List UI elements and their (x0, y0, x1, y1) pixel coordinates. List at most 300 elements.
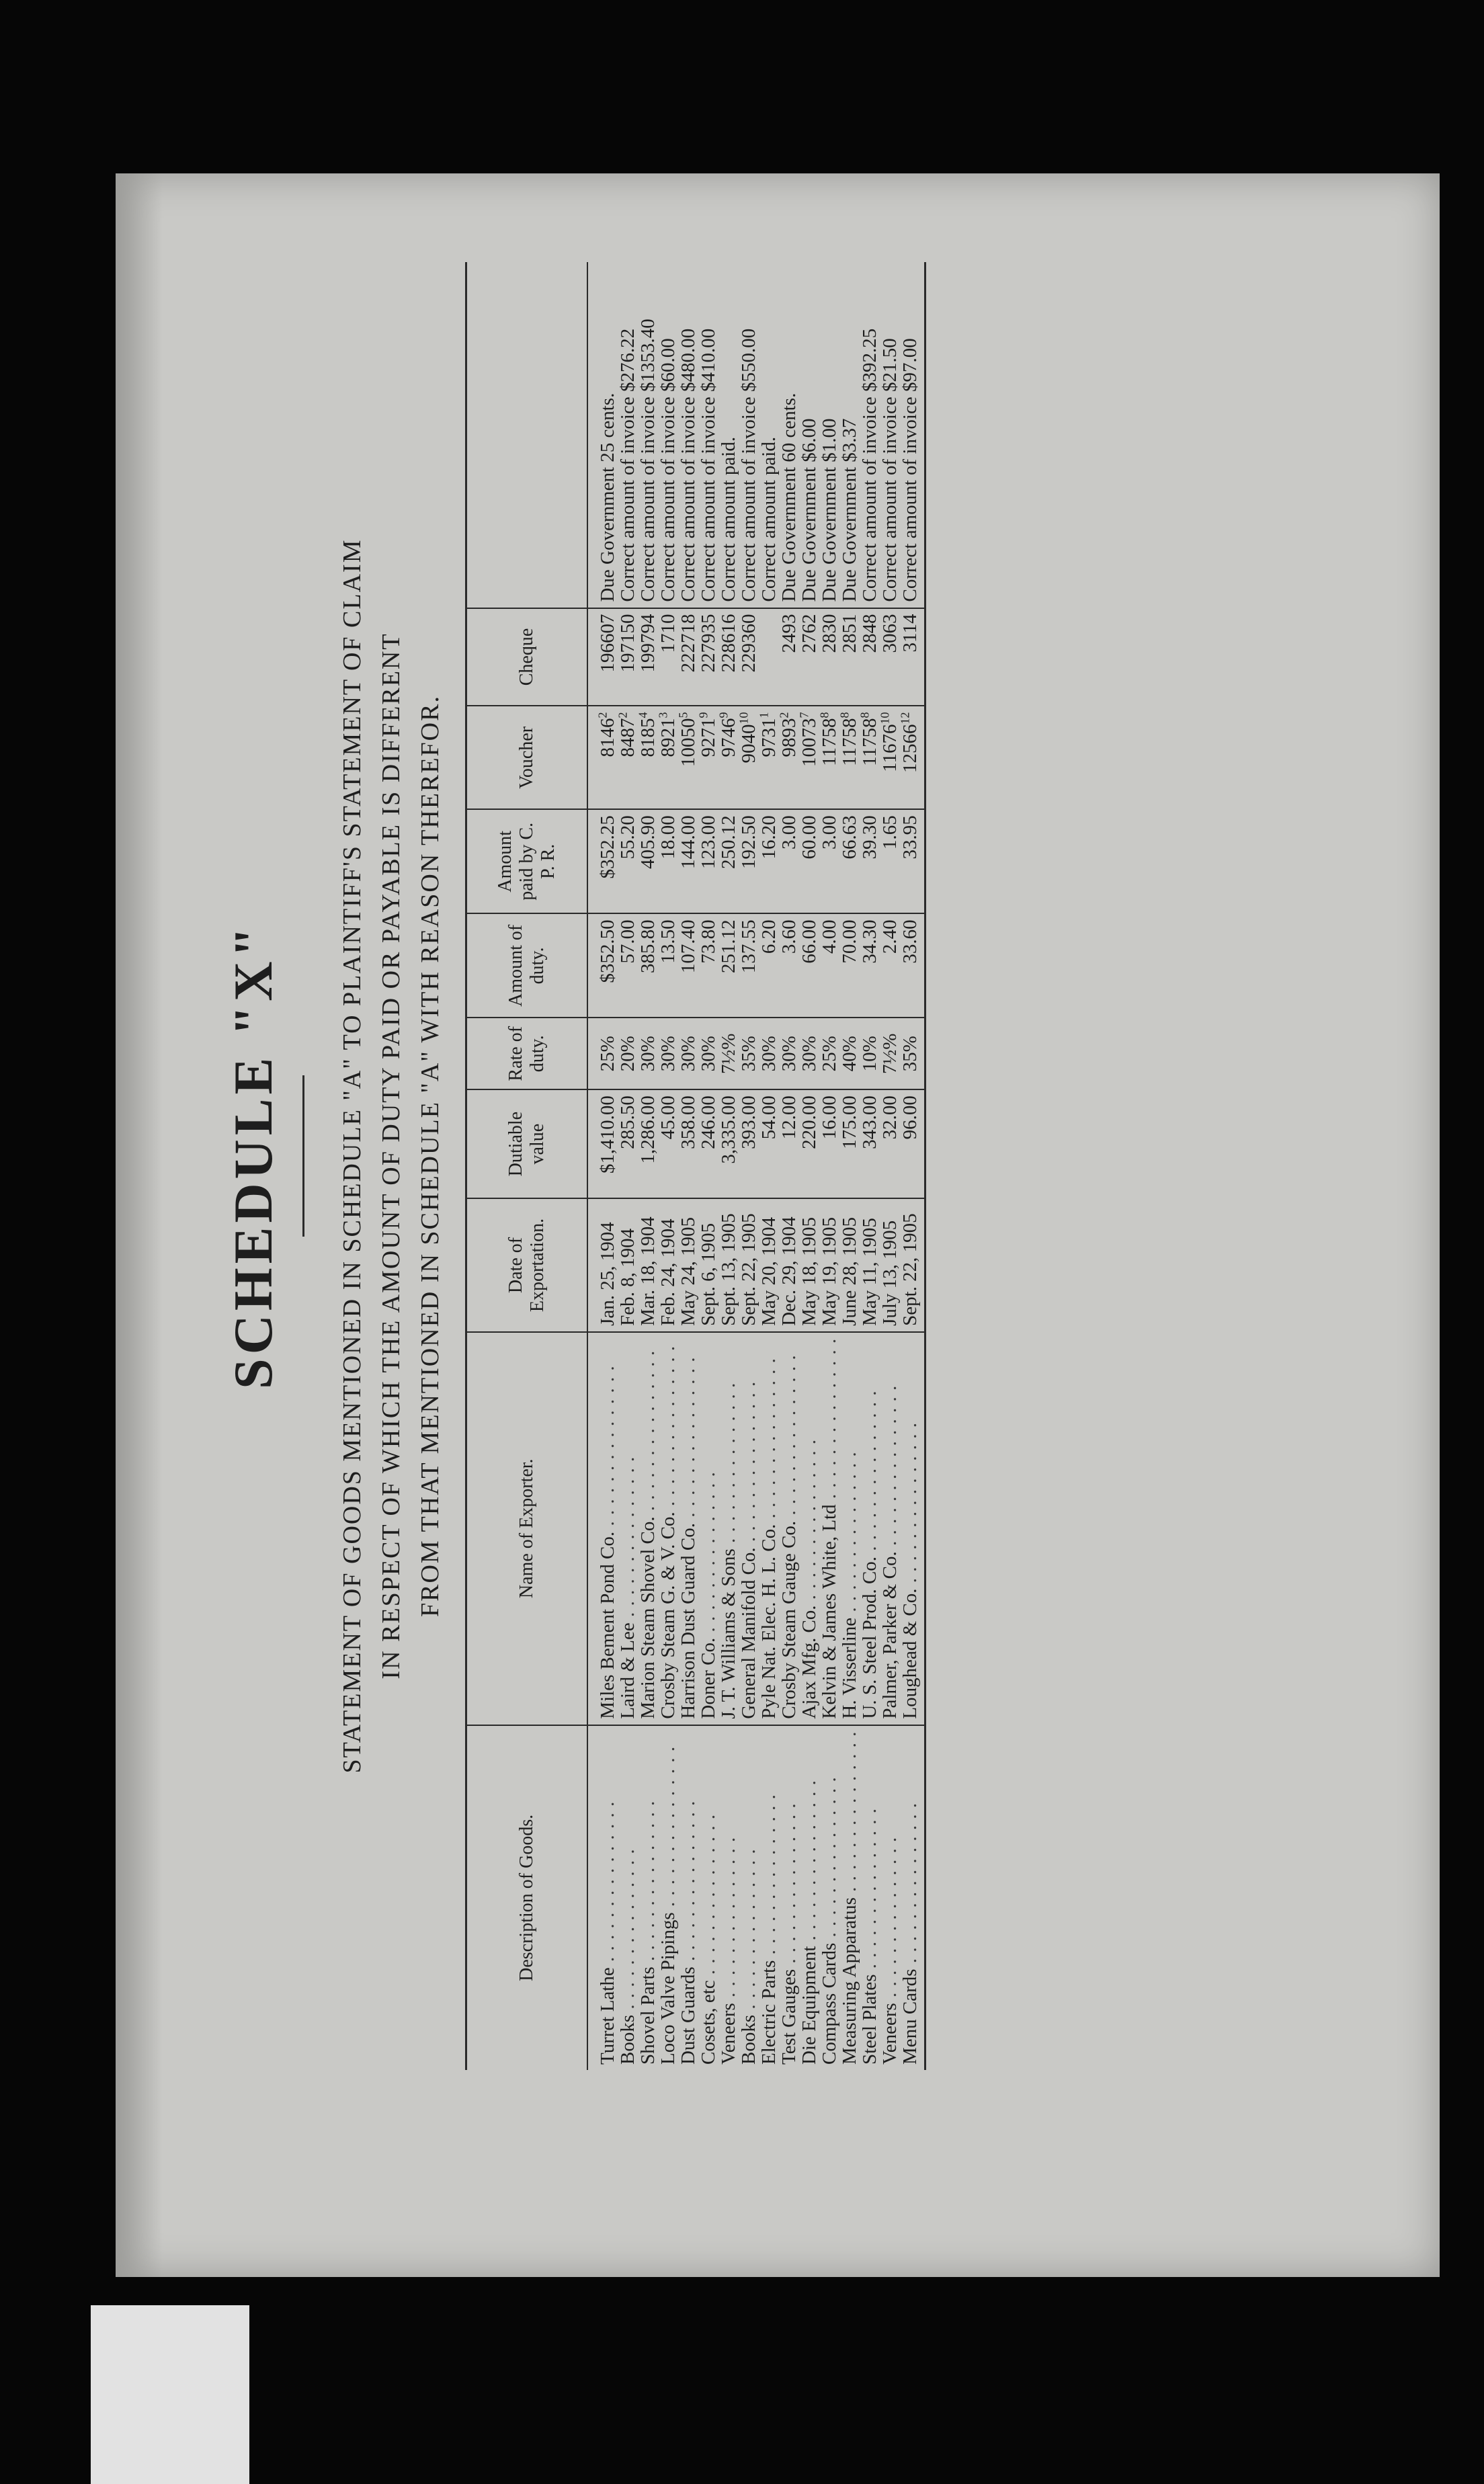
voucher-cell (587, 706, 618, 809)
description-cell (819, 1725, 839, 2070)
exporter-cell-text: Pyle Nat. Elec. H. L. Co. (758, 1524, 780, 1719)
dutiable-value-cell (678, 1089, 698, 1198)
rate-cell-text: 30% (677, 1036, 699, 1072)
cheque-cell (678, 608, 698, 706)
amount-paid-cell (658, 809, 678, 913)
date-cell-text: Jan. 25, 1904 (597, 1222, 618, 1326)
remark-cell (587, 262, 618, 608)
voucher-cell-text: 8487 (617, 718, 638, 757)
dutiable-value-cell (698, 1089, 718, 1198)
voucher-cell (819, 706, 839, 809)
dutiable-value-cell-text: 358.00 (677, 1095, 699, 1149)
description-cell (839, 1725, 860, 2070)
voucher-superscript: 9 (696, 712, 710, 718)
table-row (900, 262, 925, 2070)
voucher-cell-text: 10050 (677, 718, 699, 767)
heading-line: FROM THAT MENTIONED IN SCHEDULE "A" WITH REASON THEREFOR. (416, 695, 444, 1617)
goods-table (465, 262, 926, 2070)
remark-cell-text: Correct amount of invoice $480.00 (677, 328, 699, 602)
rate-cell (678, 1018, 698, 1089)
exporter-cell-text: Palmer, Parker & Co. (879, 1551, 901, 1719)
voucher-cell (839, 706, 860, 809)
cheque-cell-text: 2762 (798, 614, 820, 653)
voucher-superscript: 10 (878, 712, 892, 724)
table-row (759, 262, 779, 2070)
date-cell (587, 1198, 618, 1332)
remark-cell-text: Correct amount of invoice $410.00 (698, 328, 719, 602)
exporter-cell-text: H. Visserline (839, 1617, 860, 1719)
remark-cell (718, 262, 739, 608)
amount-paid-cell-text: 144.00 (677, 815, 699, 870)
rate-cell (698, 1018, 718, 1089)
voucher-superscript: 8 (837, 712, 852, 718)
remark-cell (819, 262, 839, 608)
duty-amount-cell (739, 913, 759, 1018)
date-cell-text: Sept. 6, 1905 (698, 1223, 719, 1326)
dutiable-value-cell (779, 1089, 799, 1198)
voucher-superscript: 8 (817, 712, 831, 718)
remark-cell (900, 262, 925, 608)
heading-line: STATEMENT OF GOODS MENTIONED IN SCHEDULE "A" TO PLAINTIFF'S STATEMENT OF CLAIM (338, 538, 366, 1774)
title-underline (302, 1075, 304, 1237)
dutiable-value-cell-text: 393.00 (738, 1095, 759, 1149)
duty-amount-cell (839, 913, 860, 1018)
duty-amount-cell (618, 913, 638, 1018)
amount-paid-cell (618, 809, 638, 913)
table-row (839, 262, 860, 2070)
dutiable-value-cell-text: 54.00 (758, 1095, 780, 1140)
voucher-superscript: 10 (737, 712, 751, 724)
exporter-cell (799, 1332, 819, 1725)
duty-amount-cell-text: 13.50 (657, 919, 679, 964)
voucher-cell (618, 706, 638, 809)
cheque-cell (819, 608, 839, 706)
voucher-superscript: 8 (858, 712, 872, 718)
duty-amount-cell (759, 913, 779, 1018)
rate-cell (819, 1018, 839, 1089)
cheque-cell (718, 608, 739, 706)
duty-amount-cell-text: 137.55 (738, 919, 759, 974)
schedule-rotated-content (195, 195, 1183, 2117)
table-row (860, 262, 880, 2070)
dutiable-value-cell-text: 16.00 (819, 1095, 840, 1140)
rate-cell-text: 30% (758, 1036, 780, 1072)
dutiable-value-cell-text: 220.00 (798, 1095, 820, 1149)
description-cell-text: Test Gauges (778, 1969, 800, 2065)
dutiable-value-cell (658, 1089, 678, 1198)
description-cell-text: Steel Plates (859, 1974, 880, 2065)
cheque-cell-text: 199794 (637, 614, 659, 673)
amount-paid-cell-text: 16.20 (758, 815, 780, 860)
amount-paid-cell-text: 3.00 (778, 815, 800, 850)
remark-cell (860, 262, 880, 608)
description-cell-text: Measuring Apparatus (839, 1897, 860, 2065)
dutiable-value-cell (880, 1089, 900, 1198)
remark-cell-text: Correct amount paid. (758, 436, 780, 602)
schedule-title: SCHEDULE "X" (222, 923, 284, 1389)
heading-line: IN RESPECT OF WHICH THE AMOUNT OF DUTY PAID OR PAYABLE IS DIFFERENT (377, 632, 405, 1680)
exporter-cell-text: General Manifold Co. (738, 1547, 759, 1719)
dutiable-value-cell-text: 343.00 (859, 1095, 880, 1149)
exporter-cell-text: Crosby Steam Gauge Co. (778, 1520, 800, 1719)
duty-amount-cell-text: 33.60 (899, 919, 921, 964)
amount-paid-cell (799, 809, 819, 913)
rate-cell (900, 1018, 925, 1089)
date-cell (839, 1198, 860, 1332)
rate-cell (587, 1018, 618, 1089)
dutiable-value-cell (638, 1089, 658, 1198)
exporter-cell (718, 1332, 739, 1725)
amount-paid-cell-text: 405.90 (637, 815, 659, 870)
exporter-cell (587, 1332, 618, 1725)
amount-paid-cell (638, 809, 658, 913)
amount-paid-cell-text: 39.30 (859, 815, 880, 860)
dutiable-value-cell-text: 285.50 (617, 1095, 638, 1149)
exporter-cell-text: Loughead & Co. (899, 1588, 921, 1719)
voucher-superscript: 2 (777, 712, 791, 718)
remark-cell-text: Due Government 60 cents. (778, 392, 800, 602)
description-cell (779, 1725, 799, 2070)
date-cell-text: May 24, 1905 (677, 1216, 699, 1326)
table-row (638, 262, 658, 2070)
voucher-cell (860, 706, 880, 809)
exporter-cell (860, 1332, 880, 1725)
date-cell (860, 1198, 880, 1332)
cheque-cell-text: 227935 (698, 614, 719, 673)
voucher-cell-text: 11676 (879, 724, 901, 772)
description-cell (739, 1725, 759, 2070)
cheque-cell-text: 228616 (718, 614, 739, 673)
table-row (779, 262, 799, 2070)
rate-cell-text: 35% (899, 1036, 921, 1072)
statement-heading (333, 195, 450, 2117)
date-cell (658, 1198, 678, 1332)
duty-amount-cell-text: 251.12 (718, 919, 739, 974)
rate-cell (739, 1018, 759, 1089)
amount-paid-cell-text: 33.95 (899, 815, 921, 860)
voucher-cell (759, 706, 779, 809)
date-cell (799, 1198, 819, 1332)
rate-cell-text: 40% (839, 1036, 860, 1072)
voucher-cell-text: 9746 (718, 718, 739, 757)
exporter-cell-text: U. S. Steel Prod. Co. (859, 1556, 880, 1719)
remark-cell (839, 262, 860, 608)
duty-amount-cell (819, 913, 839, 1018)
cheque-cell-text: 2493 (778, 614, 800, 653)
cheque-cell (759, 608, 779, 706)
description-cell (618, 1725, 638, 2070)
remark-cell (759, 262, 779, 608)
col-header-voucher: Voucher (466, 706, 588, 809)
cheque-cell-text: 196607 (597, 614, 618, 673)
description-cell (698, 1725, 718, 2070)
duty-amount-cell (587, 913, 618, 1018)
description-cell-text: Veneers (879, 2003, 901, 2065)
rate-cell (799, 1018, 819, 1089)
dutiable-value-cell (900, 1089, 925, 1198)
col-header-date: Date of Exportation. (466, 1198, 588, 1332)
amount-paid-cell (839, 809, 860, 913)
table-row (658, 262, 678, 2070)
rate-cell-text: 35% (738, 1036, 759, 1072)
voucher-cell-text: 8185 (637, 718, 659, 757)
paper-tab (91, 2305, 249, 2484)
col-header-exporter: Name of Exporter. (466, 1332, 588, 1725)
cheque-cell (880, 608, 900, 706)
description-cell-text: Books (738, 2014, 759, 2065)
remark-cell-text: Correct amount of invoice $550.00 (738, 328, 759, 602)
date-cell (759, 1198, 779, 1332)
duty-amount-cell-text: 107.40 (677, 919, 699, 974)
cheque-cell (618, 608, 638, 706)
amount-paid-cell-text: 60.00 (798, 815, 820, 860)
voucher-cell (658, 706, 678, 809)
cheque-cell (698, 608, 718, 706)
date-cell (880, 1198, 900, 1332)
duty-amount-cell (678, 913, 698, 1018)
description-cell (799, 1725, 819, 2070)
cheque-cell (779, 608, 799, 706)
cheque-cell-text: 2830 (819, 614, 840, 653)
rate-cell-text: 10% (859, 1036, 880, 1072)
voucher-superscript: 7 (797, 712, 811, 718)
voucher-cell (718, 706, 739, 809)
exporter-cell-text: Doner Co. (698, 1637, 719, 1719)
table-row (618, 262, 638, 2070)
cheque-cell-text: 197150 (617, 614, 638, 673)
date-cell (900, 1198, 925, 1332)
voucher-superscript: 5 (676, 712, 690, 718)
cheque-cell-text: 3114 (899, 614, 921, 653)
exporter-cell-text: Kelvin & James White, Ltd (819, 1504, 840, 1719)
exporter-cell (900, 1332, 925, 1725)
description-cell-text: Books (617, 2014, 638, 2065)
remark-cell (739, 262, 759, 608)
date-cell (819, 1198, 839, 1332)
page-fold-shadow (116, 173, 163, 2277)
exporter-cell (658, 1332, 678, 1725)
exporter-cell-text: Crosby Steam G. & V. Co. (657, 1512, 679, 1719)
duty-amount-cell (799, 913, 819, 1018)
description-cell (759, 1725, 779, 2070)
duty-amount-cell (860, 913, 880, 1018)
description-cell (587, 1725, 618, 2070)
exporter-cell (678, 1332, 698, 1725)
exporter-cell (779, 1332, 799, 1725)
date-cell (638, 1198, 658, 1332)
voucher-cell (678, 706, 698, 809)
dutiable-value-cell-text: 45.00 (657, 1095, 679, 1140)
dutiable-value-cell-text: 12.00 (778, 1095, 800, 1140)
dutiable-value-cell-text: 246.00 (698, 1095, 719, 1149)
amount-paid-cell-text: 192.50 (738, 815, 759, 870)
amount-paid-cell (880, 809, 900, 913)
dutiable-value-cell (799, 1089, 819, 1198)
voucher-cell (799, 706, 819, 809)
voucher-superscript: 1 (757, 712, 771, 718)
cheque-cell (587, 608, 618, 706)
duty-amount-cell-text: 57.00 (617, 919, 638, 964)
remark-cell-text: Due Government $6.00 (798, 418, 820, 602)
remark-cell-text: Correct amount of invoice $21.50 (879, 338, 901, 602)
exporter-cell-text: J. T. Williams & Sons (718, 1548, 739, 1719)
date-cell-text: Sept. 22, 1905 (738, 1213, 759, 1326)
cheque-cell (900, 608, 925, 706)
remark-cell-text: Correct amount of invoice $392.25 (859, 328, 880, 602)
remark-cell (698, 262, 718, 608)
rate-cell (860, 1018, 880, 1089)
voucher-superscript: 3 (656, 712, 670, 718)
date-cell-text: May 18, 1905 (798, 1216, 820, 1326)
duty-amount-cell-text: 4.00 (819, 919, 840, 954)
duty-amount-cell (658, 913, 678, 1018)
duty-amount-cell-text: 66.00 (798, 919, 820, 964)
duty-amount-cell-text: 34.30 (859, 919, 880, 964)
exporter-cell-text: Miles Bement Pond Co. (597, 1531, 618, 1719)
amount-paid-cell (860, 809, 880, 913)
duty-amount-cell (880, 913, 900, 1018)
remark-cell (618, 262, 638, 608)
rate-cell-text: 30% (637, 1036, 659, 1072)
description-cell (900, 1725, 925, 2070)
col-header-remarks (466, 262, 588, 608)
description-cell (678, 1725, 698, 2070)
cheque-cell-text: 1710 (657, 614, 679, 653)
date-cell-text: Sept. 22, 1905 (899, 1213, 921, 1326)
rate-cell-text: 30% (798, 1036, 820, 1072)
amount-paid-cell-text: 55.20 (617, 815, 638, 860)
voucher-cell-text: 11758 (859, 718, 880, 766)
voucher-cell (638, 706, 658, 809)
dutiable-value-cell (759, 1089, 779, 1198)
voucher-superscript: 12 (898, 712, 912, 724)
table-row (698, 262, 718, 2070)
voucher-cell (698, 706, 718, 809)
amount-paid-cell (698, 809, 718, 913)
amount-paid-cell-text: $352.25 (597, 815, 618, 879)
amount-paid-cell-text: 1.65 (879, 815, 901, 850)
remark-cell-text: Correct amount of invoice $97.00 (899, 338, 921, 602)
description-cell-text: Compass Cards (819, 1942, 840, 2065)
cheque-cell-text: 3063 (879, 614, 901, 653)
remark-cell-text: Correct amount of invoice $1353.40 (637, 319, 659, 602)
remark-cell (880, 262, 900, 608)
col-header-duty: Amount of duty. (466, 913, 588, 1018)
voucher-cell-text: 9893 (778, 718, 800, 757)
remark-cell-text: Due Government $1.00 (819, 418, 840, 602)
rate-cell-text: 30% (698, 1036, 719, 1072)
amount-paid-cell-text: 66.63 (839, 815, 860, 860)
date-cell (779, 1198, 799, 1332)
description-cell (880, 1725, 900, 2070)
duty-amount-cell-text: 70.00 (839, 919, 860, 964)
description-cell-text: Electric Parts (758, 1960, 780, 2065)
dutiable-value-cell-text: $1,410.00 (597, 1095, 618, 1174)
voucher-cell-text: 9731 (758, 718, 780, 757)
dutiable-value-cell-text: 3,335.00 (718, 1095, 739, 1164)
date-cell (718, 1198, 739, 1332)
voucher-cell (900, 706, 925, 809)
cheque-cell-text: 2851 (839, 614, 860, 653)
table-row (739, 262, 759, 2070)
cheque-cell (658, 608, 678, 706)
exporter-cell (698, 1332, 718, 1725)
duty-amount-cell (900, 913, 925, 1018)
remark-cell-text: Due Government 25 cents. (597, 392, 618, 602)
col-header-rate: Rate of duty. (466, 1018, 588, 1089)
table-row (678, 262, 698, 2070)
amount-paid-cell (819, 809, 839, 913)
description-cell-text: Shovel Parts (637, 1966, 659, 2065)
duty-amount-cell-text: 385.80 (637, 919, 659, 974)
description-cell-text: Menu Cards (899, 1969, 921, 2065)
description-cell-text: Cosets, etc (698, 1980, 719, 2065)
dutiable-value-cell-text: 32.00 (879, 1095, 901, 1140)
duty-amount-cell (779, 913, 799, 1018)
duty-amount-cell-text: 6.20 (758, 919, 780, 954)
remark-cell (799, 262, 819, 608)
description-cell-text: Turret Lathe (597, 1967, 618, 2065)
voucher-cell-text: 10073 (798, 718, 820, 767)
remark-cell-text: Correct amount paid. (718, 436, 739, 602)
rate-cell-text: 7½% (718, 1033, 739, 1074)
rate-cell (638, 1018, 658, 1089)
dutiable-value-cell (718, 1089, 739, 1198)
cheque-cell (638, 608, 658, 706)
rate-cell (779, 1018, 799, 1089)
dutiable-value-cell (587, 1089, 618, 1198)
exporter-cell-text: Laird & Lee (617, 1622, 638, 1719)
description-cell (860, 1725, 880, 2070)
amount-paid-cell (718, 809, 739, 913)
rate-cell (618, 1018, 638, 1089)
rate-cell-text: 25% (819, 1036, 840, 1072)
table-header-row (466, 262, 588, 2070)
rate-cell-text: 30% (778, 1036, 800, 1072)
cheque-cell (860, 608, 880, 706)
voucher-cell-text: 12566 (899, 724, 921, 773)
table-row (587, 262, 618, 2070)
rate-cell (658, 1018, 678, 1089)
duty-amount-cell-text: $352.50 (597, 919, 618, 983)
duty-amount-cell-text: 3.60 (778, 919, 800, 954)
dutiable-value-cell (860, 1089, 880, 1198)
dutiable-value-cell (618, 1089, 638, 1198)
voucher-superscript: 2 (595, 712, 610, 718)
rate-cell (839, 1018, 860, 1089)
col-header-cheque: Cheque (466, 608, 588, 706)
date-cell-text: Feb. 8, 1904 (617, 1228, 638, 1326)
amount-paid-cell (900, 809, 925, 913)
voucher-cell (739, 706, 759, 809)
duty-amount-cell-text: 73.80 (698, 919, 719, 964)
rate-cell (718, 1018, 739, 1089)
description-cell-text: Veneers (718, 2003, 739, 2065)
description-cell-text: Dust Guards (677, 1966, 699, 2065)
voucher-cell-text: 9271 (698, 718, 719, 757)
date-cell-text: Mar. 18, 1904 (637, 1216, 659, 1326)
table-row (718, 262, 739, 2070)
cheque-cell (739, 608, 759, 706)
duty-amount-cell (718, 913, 739, 1018)
date-cell (678, 1198, 698, 1332)
dutiable-value-cell-text: 1,286.00 (637, 1095, 659, 1164)
dutiable-value-cell-text: 96.00 (899, 1095, 921, 1140)
voucher-cell-text: 8146 (597, 718, 618, 757)
description-cell (658, 1725, 678, 2070)
voucher-cell-text: 8921 (657, 718, 679, 757)
date-cell-text: Feb. 24, 1904 (657, 1218, 679, 1326)
